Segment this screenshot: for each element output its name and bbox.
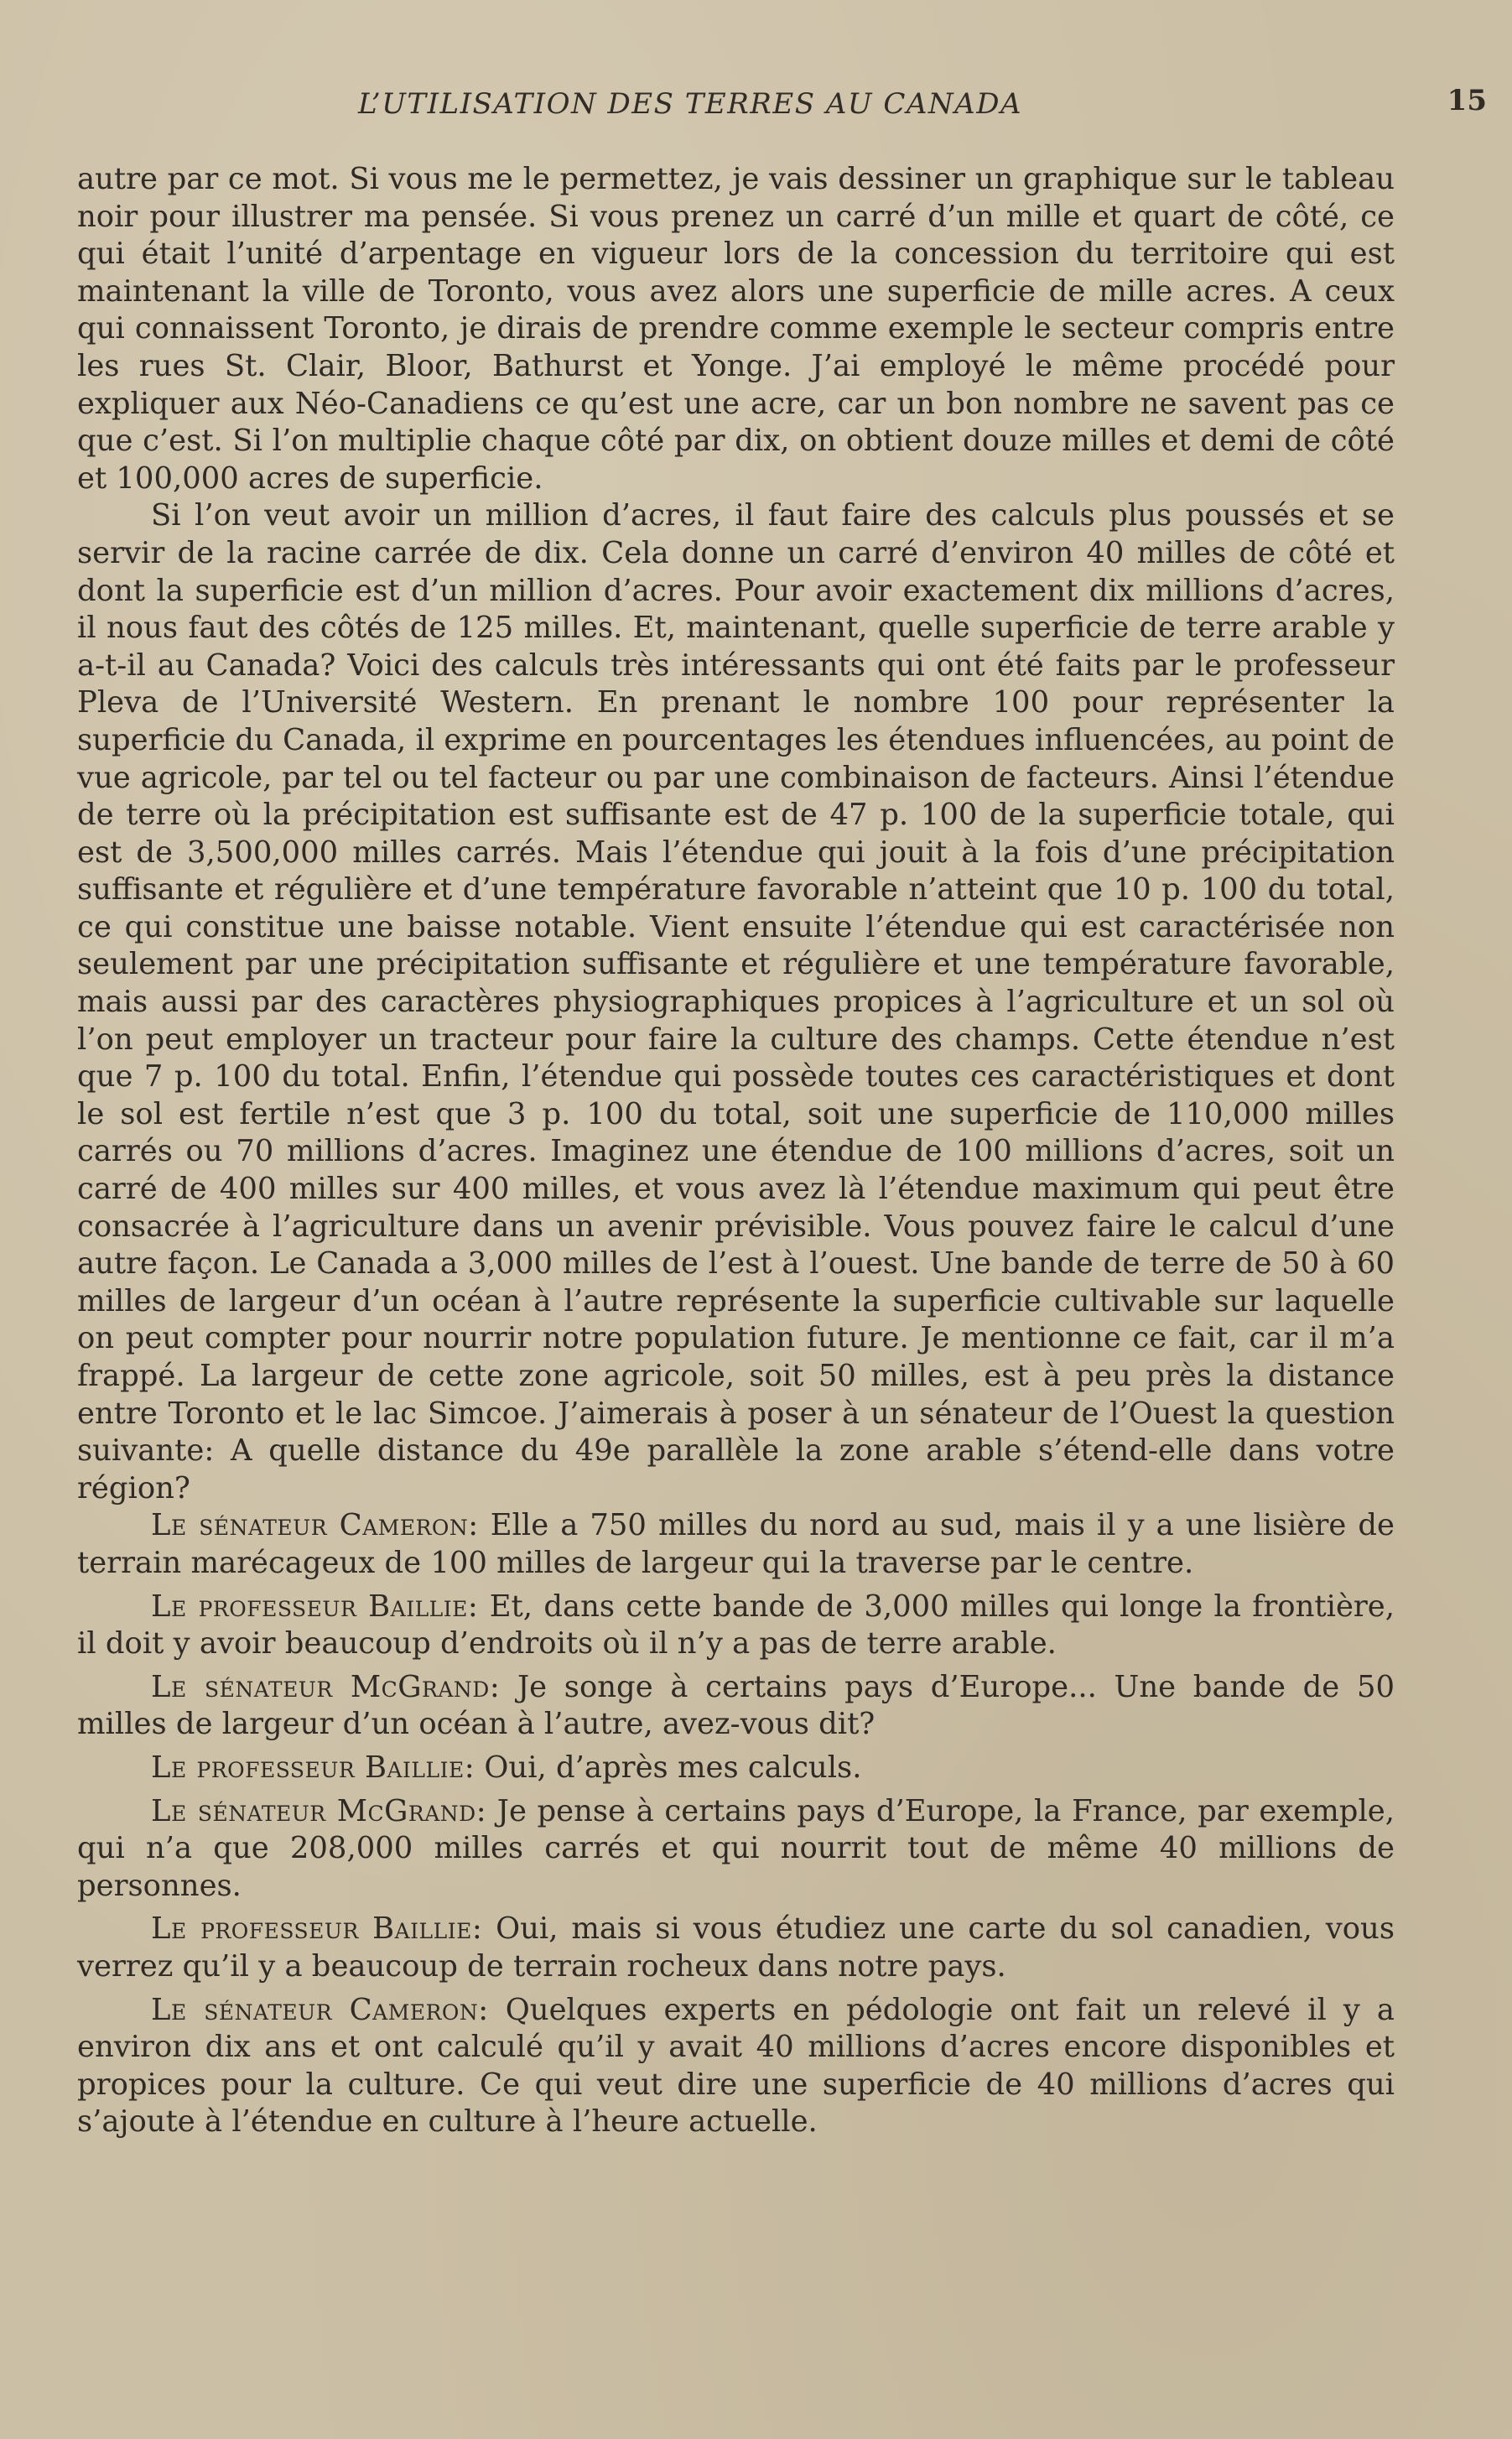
dialogue-paragraph [77, 1793, 1395, 1906]
running-header [77, 81, 1487, 131]
speaker-label: Le sénateur McGrand: [151, 1669, 501, 1704]
speech-text: Quelques experts en pédologie ont fait un relevé il y a environ dix ans et ont calculé qu’il y avait 40 millions d’acres encore disponibles et propices pour la culture. Ce qui veut dire une superficie de 40 millions d’acres qui s’ajoute à l’étendue en culture à l’heure actuelle. [77, 1992, 1395, 2140]
speech-text: Oui, d’après mes calculs. [475, 1750, 862, 1785]
speech-text: Elle a 750 milles du nord au sud, mais il y a une lisière de terrain marécageux de 100 milles de largeur qui la traverse par le centre. [77, 1508, 1395, 1580]
speech-text: Oui, mais si vous étudiez une carte du sol canadien, vous verrez qu’il y a beaucoup de terrain rocheux dans notre pays. [77, 1911, 1395, 1984]
speech-text: Je pense à certains pays d’Europe, la France, par exemple, qui n’a que 208,000 milles carrés et qui nourrit tout de même 40 millions de personnes. [77, 1793, 1395, 1903]
paragraph-text: Si l’on veut avoir un million d’acres, il faut faire des calculs plus poussés et se servir de la racine carrée de dix. Cela donne un carré d’environ 40 milles de côté et dont la superficie est d’un million d’acres. Pour avoir exactement dix millions d’acres, il nous faut des côtés de 125 milles. Et, maintenant, quelle superficie de terre arable y a-t-il au Canada? Voici des calculs très intéressants qui ont été faits par le professeur Pleva de l’Université Western. En prenant le nombre 100 pour représenter la superficie du Canada, il exprime en pourcentages les étendues influencées, au point de vue agricole, par tel ou tel facteur ou par une combinaison de facteurs. Ainsi l’étendue de terre où la précipitation est suffisante est de 47 p. 100 de la superficie totale, qui est de 3,500,000 milles carrés. Mais l’étendue qui jouit à la fois d’une précipitation suffisante et régulière et d’une température favorable n’atteint que 10 p. 100 du total, ce qui constitue une baisse notable. Vient ensuite l’étendue qui est caractérisée non seulement par une précipitation suffisante et régulière et une température favorable, mais aussi par des caractères physiographiques propices à l’agriculture et un sol où l’on peut employer un tracteur pour faire la culture des champs. Cette étendue n’est que 7 p. 100 du total. Enfin, l’étendue qui possède toutes ces caractéristiques et dont le sol est fertile n’est que 3 p. 100 du total, soit une superficie de 110,000 milles carrés ou 70 millions d’acres. Imaginez une étendue de 100 millions d’acres, soit un carré de 400 milles sur 400 milles, et vous avez là l’étendue maximum qui peut être consacrée à l’agriculture dans un avenir prévisible. Vous pouvez faire le calcul d’une autre façon. Le Canada a 3,000 milles de l’est à l’ouest. Une bande de terre de 50 à 60 milles de largeur d’un océan à l’autre représente la superficie cultivable sur laquelle on peut compter pour nourrir notre population future. Je mentionne ce fait, car il m’a frappé. La largeur de cette zone agricole, soit 50 milles, est à peu près la distance entre Toronto et le lac Simcoe. J’aimerais à poser à un sénateur de l’Ouest la question suivante: A quelle distance du 49e parallèle la zone arable s’étend-elle dans votre région? [77, 498, 1395, 1506]
dialogue-paragraph [77, 1589, 1395, 1663]
body-text [77, 161, 1395, 2141]
speech-text: Je songe à certains pays d’Europe... Une bande de 50 milles de largeur d’un océan à l’autre, avez-vous dit? [77, 1669, 1395, 1742]
paragraph-text: autre par ce mot. Si vous me le permettez, je vais dessiner un graphique sur le tableau noir pour illustrer ma pensée. Si vous prenez un carré d’un mille et quart de côté, ce qui était l’unité d’arpentage en vigueur lors de la concession du territoire qui est maintenant la ville de Toronto, vous avez alors une superficie de mille acres. A ceux qui connaissent Toronto, je dirais de prendre comme exemple le secteur compris entre les rues St. Clair, Bloor, Bathurst et Yonge. J’ai employé le même procédé pour expliquer aux Néo-Canadiens ce qu’est une acre, car un bon nombre ne savent pas ce que c’est. Si l’on multiplie chaque côté par dix, on obtient douze milles et demi de côté et 100,000 acres de superficie. [77, 162, 1395, 496]
speech-text: Et, dans cette bande de 3,000 milles qui longe la frontière, il doit y avoir beaucoup d’endroits où il n’y a pas de terre arable. [77, 1589, 1395, 1662]
speaker-label: Le sénateur McGrand: [151, 1793, 487, 1828]
dialogue-paragraph [77, 1911, 1395, 1985]
dialogue-paragraph [77, 1992, 1395, 2141]
dialogue-paragraph [77, 1750, 1395, 1787]
dialogue-paragraph [77, 1507, 1395, 1582]
paragraph [77, 497, 1395, 1507]
page-number: 15 [1447, 84, 1487, 117]
speaker-label: Le sénateur Cameron: [151, 1992, 489, 2027]
speaker-label: Le professeur Baillie: [151, 1911, 483, 1947]
paragraph-continuation [77, 161, 1395, 497]
speaker-label: Le professeur Baillie: [151, 1750, 475, 1785]
dialogue-paragraph [77, 1669, 1395, 1744]
speaker-label: Le professeur Baillie: [151, 1589, 479, 1624]
speaker-label: Le sénateur Cameron: [151, 1508, 479, 1543]
running-title: L’UTILISATION DES TERRES AU CANADA [358, 87, 1023, 121]
